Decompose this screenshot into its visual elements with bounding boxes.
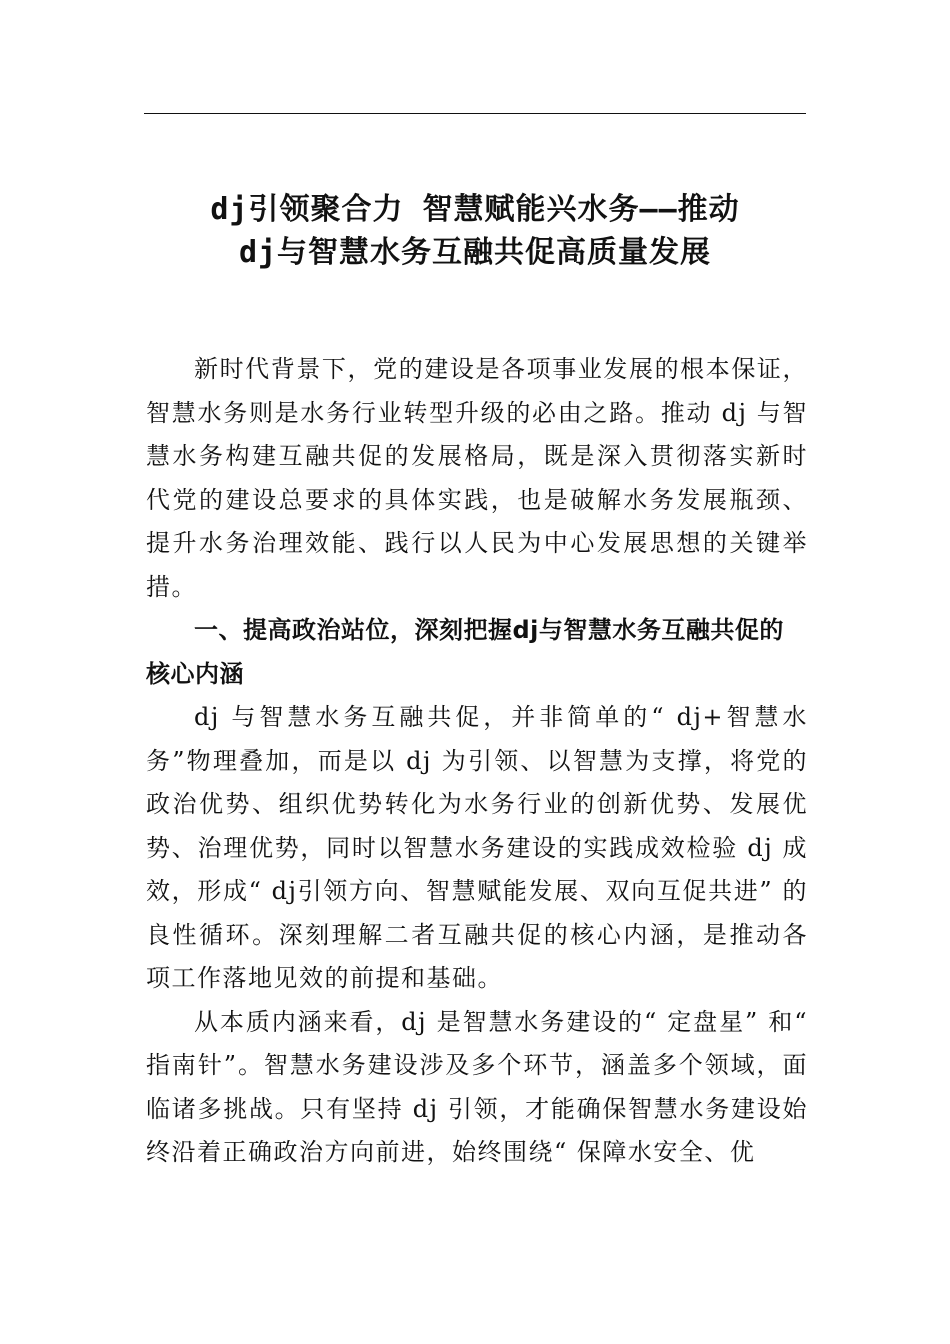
title-line-2: dj与智慧水务互融共促高质量发展: [238, 235, 712, 270]
header-rule: [144, 113, 806, 114]
paragraph-essence: 从本质内涵来看，dj 是智慧水务建设的“ 定盘星” 和“ 指南针”。智慧水务建设涉及多个环节，涵盖多个领域，面临诸多挑战。只有坚持 dj 引领，才能确保智慧水务建设始终沿着正确政治方向前进，始终围绕“ 保障水安全、优: [146, 1007, 808, 1166]
paragraph-intro: 新时代背景下，党的建设是各项事业发展的根本保证，智慧水务则是水务行业转型升级的必由之路。推动 dj 与智慧水务构建互融共促的发展格局，既是深入贯彻落实新时代党的建设总要求的具体实践，也是破解水务发展瓶颈、提升水务治理效能、践行以人民为中心发展思想的关键举措。: [146, 355, 808, 601]
section-heading-1: 一、提高政治站位，深刻把握dj与智慧水务互融共促的核心内涵: [146, 616, 784, 688]
document-title: [120, 188, 830, 274]
document-body: [146, 348, 808, 1175]
title-line-1: dj引领聚合力 智慧赋能兴水务——推动: [210, 192, 740, 227]
paragraph-core-meaning: dj 与智慧水务互融共促，并非简单的“ dj+智慧水务”物理叠加，而是以 dj 为引领、以智慧为支撑，将党的政治优势、组织优势转化为水务行业的创新优势、发展优势、治理优势，同时以智慧水务建设的实践成效检验 dj 成效，形成“ dj引领方向、智慧赋能发展、双向互促共进” 的良性循环。深刻理解二者互融共促的核心内涵，是推动各项工作落地见效的前提和基础。: [146, 703, 808, 992]
